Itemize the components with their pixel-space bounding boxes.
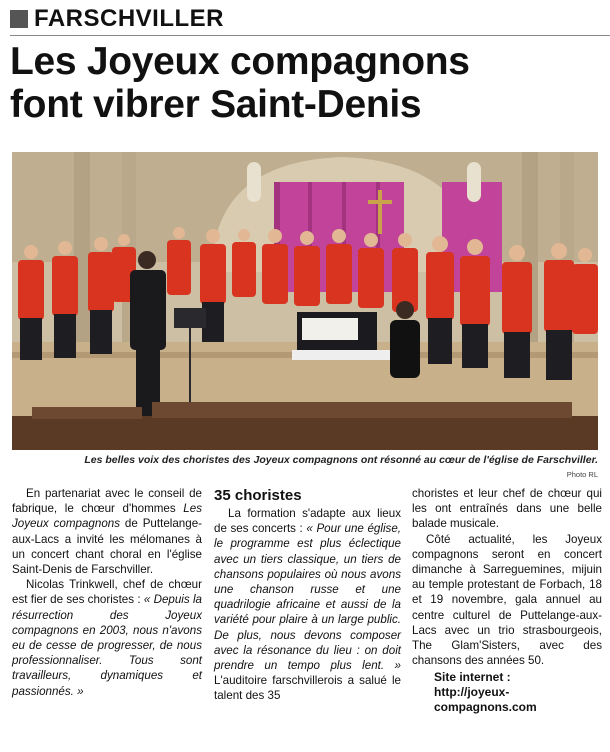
kicker-text: FARSCHVILLER [34,5,225,32]
section-kicker [10,6,224,32]
article-paragraph [214,506,401,704]
headline-line-2: font vibrer Saint-Denis [10,83,422,126]
choir-photo-image [12,152,598,450]
article-column-3 [412,486,602,715]
text-run: En partenariat avec le conseil de fabrique, le chœur d'hommes [12,487,202,516]
article-paragraph [12,486,202,577]
headline [10,40,605,126]
quote-italic: « Pour une église, le programme est plus éclectique avec un tiers classique, un tiers de chansons populaires où nous avons une chanson russe et une quadrilogie africaine et aussi de la variété pour plaire à un large public. De plus, nous devons composer avec la résonance du lieu : on doit prendre un tempo plus lent. » [214,522,401,673]
kicker-square-icon [10,10,28,28]
photo-caption: Les belles voix des choristes des Joyeux compagnons ont résonné au cœur de l'église de Farschviller. [84,454,598,466]
choir-photo [12,152,598,450]
article-paragraph: Côté actualité, les Joyeux compagnons seront en concert dimanche à Sarreguemines, mijuin au temple protestant de Forbach, 18 et 19 novembre, gala annuel au centre culturel de Puttelange-aux-Lacs avec un trio strasbourgeois, The Glam'Sisters, avec des chansons des années 50. [412,532,602,668]
text-run: Nicolas Trinkwell, chef de chœur est fier de ses choristes : [12,578,202,607]
text-run: La formation s'adapte aux lieux de ses concerts : [214,507,401,536]
website-label: Site internet : [434,670,511,685]
photo-credit: Photo RL [566,470,598,479]
header-rule [10,35,610,36]
website-link[interactable]: http://joyeux- [434,685,510,700]
article-paragraph: choristes et leur chef de chœur qui les ont entraînés dans une belle balade musicale. [412,487,602,531]
text-run: L'auditoire farschvillerois a salué le talent des 35 [214,674,401,703]
headline-line-1: Les Joyeux compagnons [10,40,470,83]
article-paragraph [12,577,202,699]
subheading: 35 choristes [214,487,302,504]
website-link-continued[interactable]: compagnons.com [434,700,537,715]
text-run: de Puttelange-aux-Lacs a invité les mélomanes à un concert chant choral en l'église Saint-Denis de Farschviller. [12,517,202,577]
article-column-1 [12,486,202,699]
text-run-italic: Les Joyeux compagnons [12,502,202,531]
website-block [412,670,602,715]
article-column-2 [214,486,401,704]
quote-italic: « Depuis la résurrection des Joyeux compagnons en 2003, nous n'avons eu de cesse de progresser, de nous professionnaliser. Tous sont travailleurs, dynamiques et passionnés. » [12,593,202,698]
